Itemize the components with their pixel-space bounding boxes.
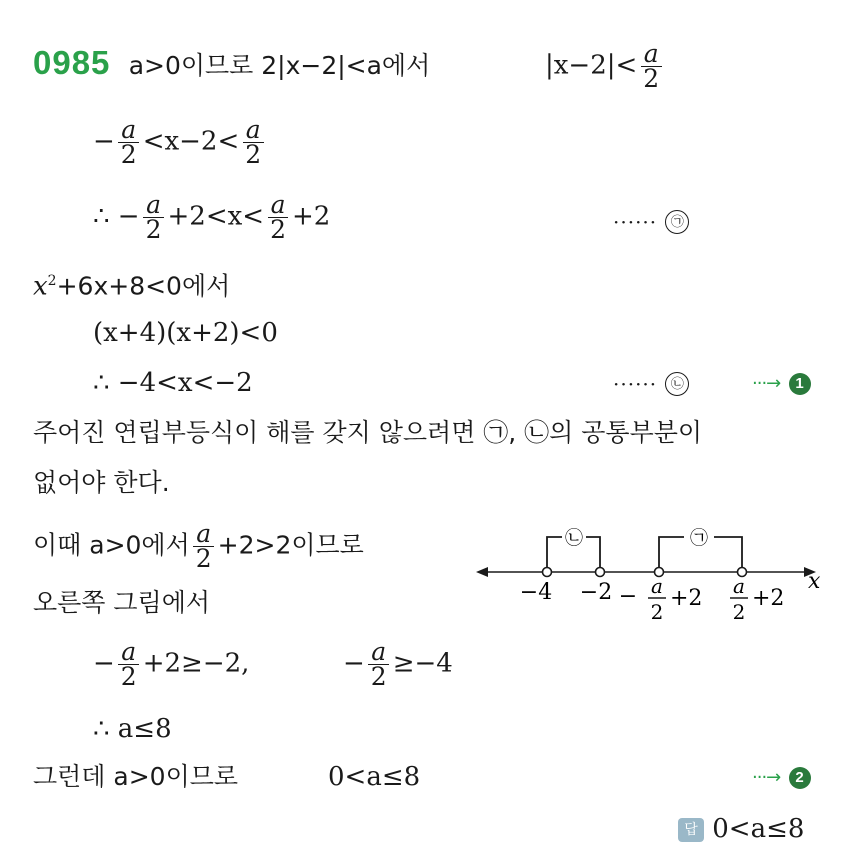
- dots: ······: [613, 210, 658, 234]
- open-point-minus2: [596, 568, 605, 577]
- exponent: 2: [47, 273, 57, 289]
- ineq4-part-d: ≥−4: [392, 648, 453, 679]
- circled-mark-b: ㉡: [665, 372, 689, 396]
- fraction-a-over-2: $\frac{a}{2}$: [118, 640, 140, 689]
- sentence-2-text: 없어야 한다.: [33, 468, 170, 497]
- tick-frac-num: a: [651, 574, 663, 598]
- interval-a-bracket-right: [714, 537, 742, 572]
- line-10: [33, 588, 210, 618]
- fraction-a-over-2: $\frac{a}{2}$: [118, 118, 140, 167]
- tick-neg-sign: −: [618, 584, 638, 609]
- mark-line-a: [613, 206, 689, 237]
- tick-frac-den: 2: [650, 600, 664, 624]
- quad-rest: +6x+8<0에서: [56, 271, 231, 301]
- minus-sign: −: [93, 126, 115, 157]
- minus-sign: −: [93, 648, 115, 679]
- ineq4-part-b: +2≥−2,: [142, 648, 250, 679]
- fraction-a-over-2: $\frac{a}{2}$: [242, 118, 264, 167]
- result-a-le-8: ∴ a≤8: [93, 714, 172, 744]
- step-badge-1: 1: [789, 373, 811, 395]
- answer-icon: 답: [678, 818, 704, 842]
- abs-inequality: |x−2|<: [545, 50, 638, 81]
- factored-inequality: (x+4)(x+2)<0: [93, 318, 278, 348]
- var-x: x: [33, 271, 48, 302]
- cond-text-1: 이때 a>0에서: [33, 530, 190, 560]
- fraction-a-over-2: $\frac{a}{2}$: [193, 522, 215, 571]
- step-badge-2: 2: [789, 767, 811, 789]
- final-range: 0<a≤8: [328, 762, 421, 792]
- axis-label-x: x: [808, 569, 821, 594]
- answer-line: [678, 814, 804, 844]
- line-11: [93, 637, 250, 691]
- interval-a-bracket: [659, 537, 684, 572]
- interval-b-bracket-right: [586, 537, 600, 572]
- tick-minus2: −2: [579, 580, 613, 605]
- tick-frac-suffix-2: +2: [752, 586, 785, 611]
- fraction-a-over-2: $\frac{a}{2}$: [267, 193, 289, 242]
- minus-sign: −: [343, 648, 365, 679]
- interval-a-label: ㉠: [690, 528, 708, 549]
- problem-number: 0985: [33, 44, 111, 81]
- axis-left-arrow: [476, 567, 488, 577]
- final-text: 그런데 a>0이므로: [33, 762, 239, 791]
- ineq-middle: +2<x<: [167, 201, 265, 232]
- therefore-minus: ∴ −: [93, 201, 140, 232]
- interval-b-label: ㉡: [565, 528, 583, 549]
- line-2: [93, 115, 267, 169]
- number-line-figure: [474, 515, 834, 635]
- tick-minus4: −4: [519, 580, 553, 605]
- dots: ······: [613, 372, 658, 396]
- line-6: [93, 368, 253, 398]
- line-1-right: [545, 39, 665, 93]
- sentence-1-text: 주어진 연립부등식이 해를 갖지 않으려면 ㉠, ㉡의 공통부분이: [33, 418, 703, 447]
- arrow-icon: ···→: [752, 767, 781, 788]
- sentence-2: [33, 468, 170, 498]
- open-point-minus4: [543, 568, 552, 577]
- arrow-icon: ···→: [752, 373, 781, 394]
- line1-left: a>0이므로 2|x−2|<a에서: [128, 51, 431, 80]
- mark-line-b: [613, 368, 689, 399]
- line-4: [33, 266, 230, 302]
- tick-frac-suffix: +2: [670, 586, 703, 611]
- line-9: [33, 519, 364, 573]
- line-13: [33, 762, 238, 792]
- final-range-line: [328, 762, 420, 792]
- tick-frac-num-2: a: [733, 574, 745, 598]
- circled-mark-a: ㉠: [665, 210, 689, 234]
- answer-text: 0<a≤8: [712, 814, 805, 844]
- line-11-right: [343, 637, 453, 691]
- step-2-marker: [752, 762, 811, 793]
- step-1-marker: [752, 368, 811, 399]
- fraction-a-over-2: $\frac{a}{2}$: [640, 42, 662, 91]
- plus-two: +2: [291, 201, 331, 232]
- solution-b: ∴ −4<x<−2: [93, 368, 253, 398]
- line-5: [93, 318, 278, 348]
- line-3: [93, 190, 331, 244]
- line-1: [33, 44, 431, 81]
- ineq-middle: <x−2<: [142, 126, 240, 157]
- see-figure-text: 오른쪽 그림에서: [33, 588, 210, 617]
- tick-frac-den-2: 2: [732, 600, 746, 624]
- interval-b-bracket: [547, 537, 562, 572]
- line-12: [93, 714, 172, 744]
- cond-text-2: +2>2이므로: [217, 530, 364, 560]
- sentence-1: [33, 418, 702, 448]
- fraction-a-over-2: $\frac{a}{2}$: [368, 640, 390, 689]
- fraction-a-over-2: $\frac{a}{2}$: [143, 193, 165, 242]
